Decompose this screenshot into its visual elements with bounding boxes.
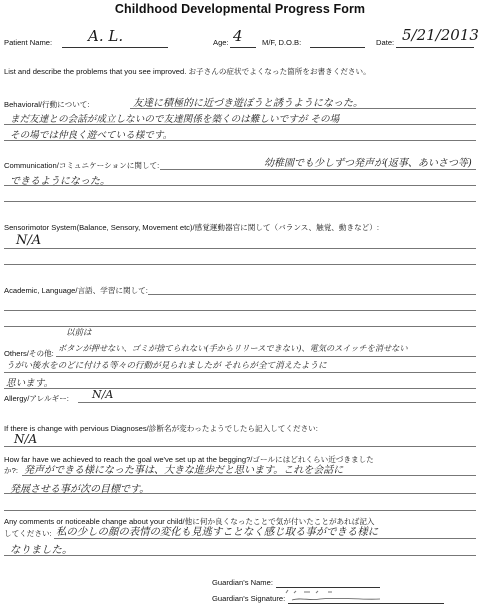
diagnoses-label: If there is change with pervious Diagnoses/診断名が変わったようでしたら記入してください: (4, 424, 318, 433)
allergy-value: N/A (92, 388, 114, 401)
comments-label-1: Any comments or noticeable change about your child/他に何か良くなったことで気が付いたことがあれば記入 (4, 517, 375, 526)
communication-line-2: できるようになった。 (10, 176, 110, 187)
date-value: 5/21/2013 (402, 26, 479, 44)
form-title: Childhood Developmental Progress Form (114, 2, 366, 16)
guardian-signature-mark (290, 590, 440, 604)
patient-name-value: A. L. (88, 27, 124, 45)
sensorimotor-value: N/A (16, 233, 42, 248)
sensorimotor-label: Sensorimotor System(Balance, Sensory, Movement etc)/感覚運動器官に関して（バランス、触覚、動きなど）: (4, 223, 379, 232)
others-line-3: 思います。 (6, 378, 54, 389)
allergy-label: Allergy/アレルギー: (4, 394, 69, 403)
behavioral-line-1: 友達に積極的に近づき遊ぼうと誘うようになった。 (133, 98, 363, 109)
others-label: Others/その他: (4, 349, 54, 358)
date-label: Date: (376, 38, 395, 47)
age-value: 4 (233, 27, 243, 45)
goal-label-2: か?: (4, 466, 18, 475)
communication-line-1: 幼稚園でも少しずつ発声が(返事、あいさつ等) (264, 158, 472, 169)
others-line-2: うがい後水をのどに付ける等々の行動が見られましたが それらが全て消えたように (6, 361, 327, 371)
guardian-name-label: Guardian's Name: (212, 578, 273, 587)
patient-name-label: Patient Name: (4, 38, 53, 47)
behavioral-line-3: その場では仲良く遊べている様です。 (10, 130, 173, 141)
dob-label: M/F, D.O.B: (262, 38, 302, 47)
comments-label-2: してください: (4, 529, 52, 538)
comments-line-2: なりました。 (10, 544, 73, 556)
academic-label: Academic, Language/言語、学習に関して: (4, 286, 148, 295)
behavioral-label: Behavioral/行動について: (4, 100, 90, 109)
diagnoses-value: N/A (14, 432, 38, 446)
guardian-name-scribble (284, 580, 344, 586)
others-line-1: ボタンが押せない、ゴミが捨てられない(手からリリースできない)、電気のスイッチを消せない (58, 343, 408, 353)
intro-text: List and describe the problems that you see improved. お子さんの症状でよくなった箇所をお書きください。 (4, 67, 371, 76)
communication-label: Communication/コミュニケーションに関して: (4, 161, 160, 170)
comments-line-1: 私の少しの顔の表情の変化も見逃すことなく感じ取る事ができる様に (56, 526, 379, 538)
behavioral-line-2: まだ友達との会話が成立しないので友達関係を築くのは難しいですが その場 (10, 114, 340, 125)
goal-line-1: 発声ができる様になった事は、大きな進歩だと思います。これを会話に (24, 465, 344, 476)
others-annotation: 以前は (66, 328, 92, 338)
goal-line-2: 発展させる事が次の目標です。 (10, 484, 150, 495)
age-label: Age: (213, 38, 229, 47)
guardian-signature-label: Guardian's Signature: (212, 594, 286, 603)
goal-label-1: How far have we achieved to reach the goal we've set up at the begging?/ゴールにはどれくらい近づきました (4, 455, 374, 464)
